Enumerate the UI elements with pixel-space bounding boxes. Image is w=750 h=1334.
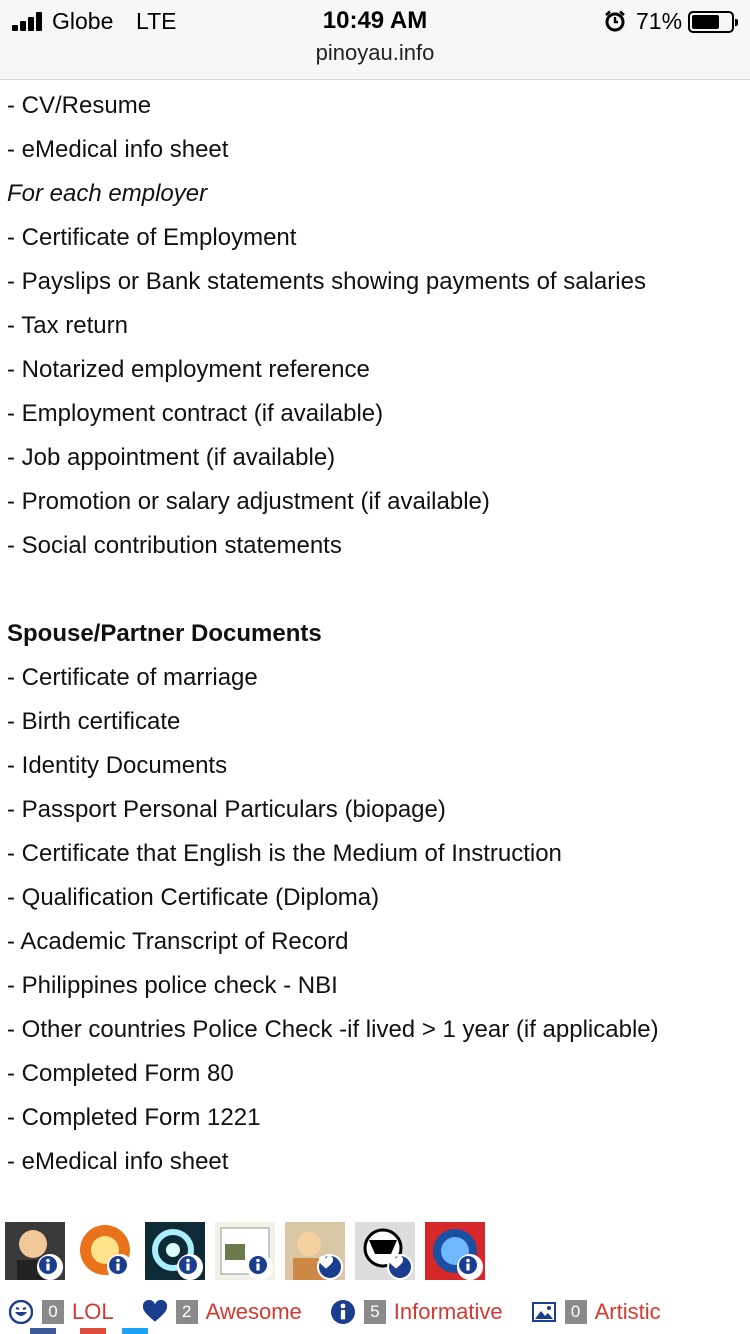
battery-icon [688, 11, 734, 33]
heart-icon [317, 1254, 343, 1280]
spacer [7, 572, 750, 616]
list-item: - Promotion or salary adjustment (if available) [7, 488, 490, 515]
reactor-avatar[interactable] [215, 1222, 275, 1280]
list-item: - eMedical info sheet [7, 1148, 229, 1175]
list-item: - Job appointment (if available) [7, 444, 336, 471]
carrier-name: Globe [52, 8, 114, 34]
list-item: - Philippines police check - NBI [7, 972, 338, 999]
reactor-avatar[interactable] [425, 1222, 485, 1280]
heart-icon [142, 1299, 168, 1325]
list-item: - Passport Personal Particulars (biopage) [7, 796, 446, 823]
share-button-google[interactable] [80, 1328, 106, 1334]
info-icon [330, 1299, 356, 1325]
status-bar [0, 0, 750, 80]
reaction-informative-button[interactable] [330, 1299, 503, 1325]
reaction-label: Informative [393, 1299, 503, 1324]
list-item: - CV/Resume [7, 92, 152, 119]
article-content [0, 88, 750, 1188]
reaction-count: 2 [176, 1300, 198, 1324]
info-icon [107, 1254, 133, 1280]
reaction-count: 5 [364, 1300, 386, 1324]
list-item: - Employment contract (if available) [7, 400, 384, 427]
list-item: - Completed Form 1221 [7, 1104, 261, 1131]
info-icon [457, 1254, 483, 1280]
info-icon [37, 1254, 63, 1280]
share-button-twitter[interactable] [122, 1328, 148, 1334]
reactor-avatar[interactable] [75, 1222, 135, 1280]
reaction-bar [8, 1296, 689, 1328]
list-item: - Social contribution statements [7, 532, 342, 559]
list-item: - Birth certificate [7, 708, 181, 735]
reaction-avatars [5, 1222, 495, 1282]
url-domain[interactable]: pinoyau.info [315, 40, 435, 65]
subheading: For each employer [7, 180, 208, 207]
list-item: - Certificate that English is the Medium of Instruction [7, 840, 562, 867]
reaction-lol-button[interactable] [8, 1299, 114, 1325]
list-item: - Academic Transcript of Record [7, 928, 349, 955]
info-icon [247, 1254, 273, 1280]
list-item: - Certificate of Employment [7, 224, 297, 251]
list-item: - Payslips or Bank statements showing payments of salaries [7, 268, 646, 295]
reaction-label: Awesome [205, 1299, 302, 1324]
list-item: - Qualification Certificate (Diploma) [7, 884, 380, 911]
picture-icon [531, 1299, 557, 1325]
list-item: - Notarized employment reference [7, 356, 370, 383]
section-heading: Spouse/Partner Documents [7, 620, 322, 647]
alarm-icon [604, 10, 626, 32]
list-item: - eMedical info sheet [7, 136, 229, 163]
reactor-avatar[interactable] [5, 1222, 65, 1280]
list-item: - Tax return [7, 312, 128, 339]
list-item: - Completed Form 80 [7, 1060, 234, 1087]
battery-percent: 71% [636, 8, 683, 34]
clock: 10:49 AM [322, 7, 428, 34]
list-item: - Certificate of marriage [7, 664, 258, 691]
reactor-avatar[interactable] [355, 1222, 415, 1280]
reaction-label: Artistic [594, 1299, 661, 1324]
reaction-count: 0 [565, 1300, 587, 1324]
reaction-awesome-button[interactable] [142, 1299, 302, 1325]
reactor-avatar[interactable] [145, 1222, 205, 1280]
lol-face-icon [8, 1299, 34, 1325]
heart-icon [387, 1254, 413, 1280]
info-icon [177, 1254, 203, 1280]
reaction-label: LOL [72, 1299, 114, 1324]
list-item: - Other countries Police Check -if lived > 1 year (if applicable) [7, 1016, 659, 1043]
reaction-count: 0 [42, 1300, 64, 1324]
reactor-avatar[interactable] [285, 1222, 345, 1280]
network-type: LTE [136, 8, 177, 34]
reaction-artistic-button[interactable] [531, 1299, 661, 1325]
list-item: - Identity Documents [7, 752, 228, 779]
share-button-facebook[interactable] [30, 1328, 56, 1334]
